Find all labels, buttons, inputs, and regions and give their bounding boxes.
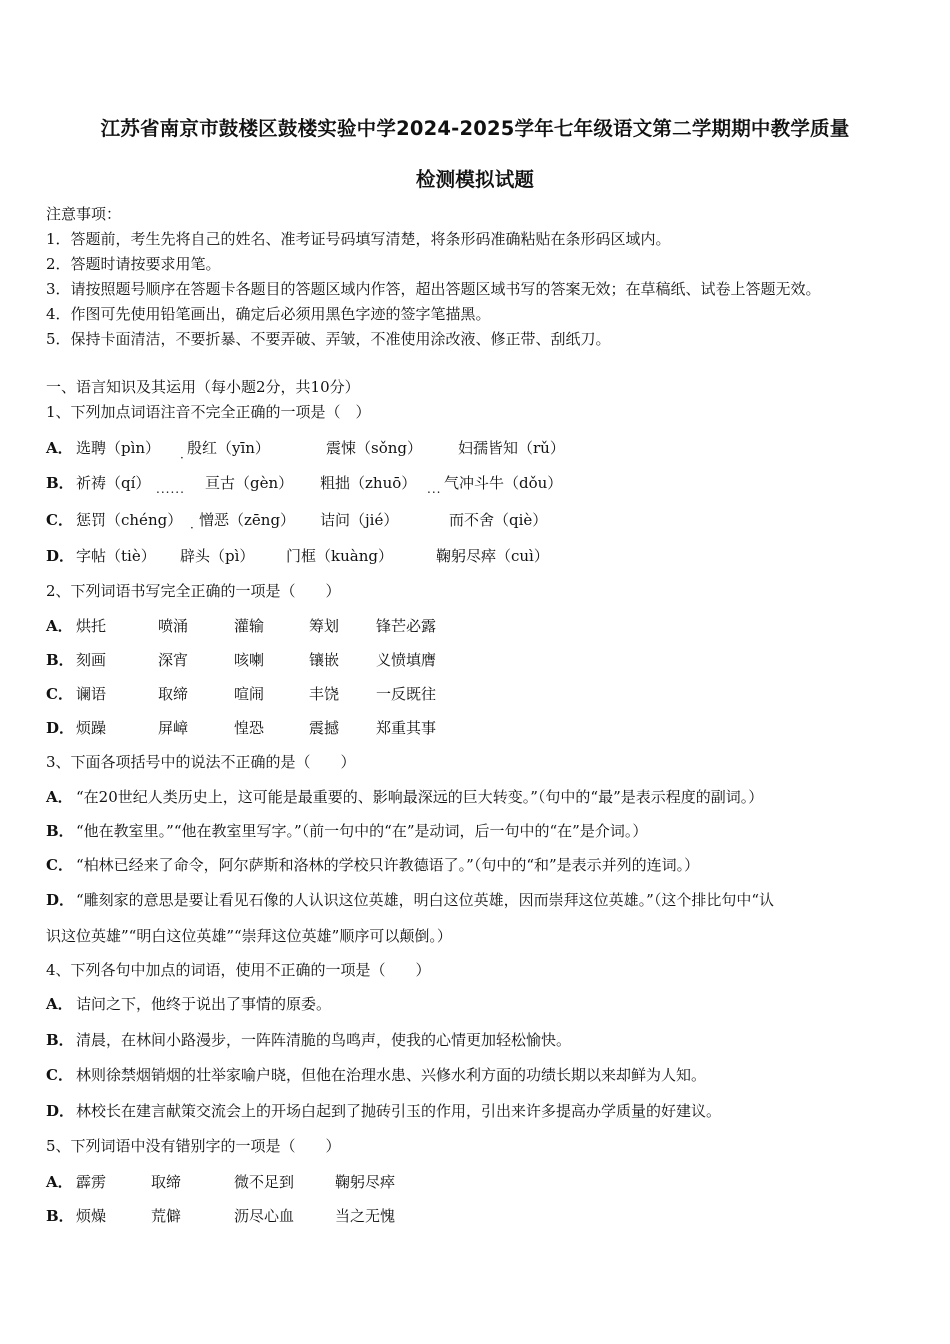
- q1-option-b-label: B．: [46, 474, 74, 492]
- q4-option-c-label: C．: [46, 1066, 73, 1084]
- q1-option-c-item: 惩罚（chéng）: [76, 511, 183, 529]
- q2-option-c-label: C．: [46, 685, 73, 703]
- notice-item: 3．请按照题号顺序在答题卡各题目的答题区域内作答，超出答题区域书写的答案无效；在草稿纸、试卷上答题无效。: [46, 280, 821, 298]
- q2-option-b-item: 镶嵌: [309, 651, 340, 669]
- q1-option-b-item: 气冲斗牛（dǒu）: [444, 474, 563, 492]
- q1-option-d-item: 门框（kuàng）: [286, 547, 393, 565]
- q1-option-c-label: C．: [46, 511, 73, 529]
- notice-item: 2．答题时请按要求用笔。: [46, 255, 221, 273]
- q5-option-a-item: 霹雳: [76, 1173, 107, 1191]
- q1-option-c-item: 憎恶（zēng）: [199, 511, 296, 529]
- exam-title-line2: 检测模拟试题: [415, 168, 535, 191]
- q3-option-d-text: “雕刻家的意思是要让看见石像的人认识这位英雄，明白这位英雄，因而崇拜这位英雄。”（这个排比句中“认: [76, 891, 775, 909]
- q3-option-a-text: “在20世纪人类历史上，这可能是最重要的、影响最深远的巨大转变。”（句中的“最”是表示程度的副词。）: [76, 788, 764, 806]
- q3-option-b-text: “他在教室里。”“他在教室里写字。”（前一句中的“在”是动词，后一句中的“在”是介词。）: [76, 822, 648, 840]
- q4-option-d-label: D．: [46, 1102, 75, 1120]
- q1-option-a-item: 选聘（pìn）: [76, 439, 161, 457]
- q3-option-c-label: C．: [46, 856, 73, 874]
- q1-option-d-item: 辟头（pì）: [180, 547, 255, 565]
- emphasis-dot-mark: ·: [190, 521, 195, 535]
- q1-option-d-label: D．: [46, 547, 75, 565]
- question-1-stem: 1、下列加点词语注音不完全正确的一项是（ ）: [46, 403, 371, 421]
- q1-option-a-item: 震悚（sǒng）: [326, 439, 422, 457]
- emphasis-dot-mark: ·: [180, 451, 185, 465]
- q2-option-c-item: 一反既往: [376, 685, 437, 703]
- notice-item: 1．答题前，考生先将自己的姓名、准考证号码填写清楚，将条形码准确粘贴在条形码区域内。: [46, 230, 671, 248]
- q1-option-d-item: 鞠躬尽瘁（cuì）: [436, 547, 549, 565]
- notice-item: 4．作图可先使用铅笔画出，确定后必须用黑色字迹的签字笔描黑。: [46, 305, 491, 323]
- q2-option-c-item: 丰饶: [309, 685, 340, 703]
- q2-option-a-label: A．: [46, 617, 73, 635]
- question-2-stem: 2、下列词语书写完全正确的一项是（ ）: [46, 582, 341, 600]
- q2-option-c-item: 谰语: [76, 685, 107, 703]
- q4-option-c-text: 林则徐禁烟销烟的壮举家喻户晓，但他在治理水患、兴修水利方面的功绩长期以来却鲜为人知。: [76, 1066, 707, 1084]
- q2-option-a-item: 喷涌: [158, 617, 189, 635]
- q5-option-b-item: 当之无愧: [335, 1207, 396, 1225]
- q2-option-d-item: 郑重其事: [376, 719, 437, 737]
- q5-option-b-item: 烦燥: [76, 1207, 107, 1225]
- emphasis-dot-mark: ......: [156, 482, 185, 496]
- q2-option-d-item: 烦躁: [76, 719, 107, 737]
- q3-option-c-text: “柏林已经来了命令，阿尔萨斯和洛林的学校只许教德语了。”（句中的“和”是表示并列的连词。）: [76, 856, 700, 874]
- q5-option-b-label: B．: [46, 1207, 74, 1225]
- q1-option-a-label: A．: [46, 439, 73, 457]
- q2-option-b-item: 义愤填膺: [376, 651, 437, 669]
- exam-title-line1: 江苏省南京市鼓楼区鼓楼实验中学2024-2025学年七年级语文第二学期期中教学质量: [100, 117, 850, 140]
- q2-option-a-item: 灌输: [234, 617, 265, 635]
- q5-option-a-item: 微不足到: [234, 1173, 295, 1191]
- q1-option-b-item: 粗拙（zhuō）: [320, 474, 417, 492]
- q2-option-d-label: D．: [46, 719, 75, 737]
- q1-option-b-item: 亘古（gèn）: [205, 474, 294, 492]
- q2-option-d-item: 震撼: [309, 719, 340, 737]
- question-5-stem: 5、下列词语中没有错别字的一项是（ ）: [46, 1137, 341, 1155]
- q1-option-b-item: 祈祷（qí）: [76, 474, 151, 492]
- q2-option-a-item: 烘托: [76, 617, 107, 635]
- q2-option-c-item: 取缔: [158, 685, 189, 703]
- q5-option-a-item: 取缔: [151, 1173, 182, 1191]
- q4-option-d-text: 林校长在建言献策交流会上的开场白起到了抛砖引玉的作用，引出来许多提高办学质量的好建议。: [76, 1102, 722, 1120]
- q4-option-b-text: 清晨，在林间小路漫步，一阵阵清脆的鸟鸣声，使我的心情更加轻松愉快。: [76, 1031, 572, 1049]
- q2-option-c-item: 喧闹: [234, 685, 265, 703]
- section-heading: 一、语言知识及其运用（每小题2分，共10分）: [46, 378, 360, 396]
- notice-item: 5．保持卡面清洁，不要折暴、不要弄破、弄皱，不准使用涂改液、修正带、刮纸刀。: [46, 330, 611, 348]
- q1-option-d-item: 字帖（tiè）: [76, 547, 156, 565]
- q3-option-b-label: B．: [46, 822, 74, 840]
- q2-option-b-item: 咳喇: [234, 651, 265, 669]
- q4-option-b-label: B．: [46, 1031, 74, 1049]
- q2-option-d-item: 惶恐: [234, 719, 265, 737]
- q4-option-a-text: 诘问之下，他终于说出了事情的原委。: [76, 995, 332, 1013]
- emphasis-dot-mark: ...: [427, 482, 442, 496]
- q5-option-b-item: 沥尽心血: [234, 1207, 295, 1225]
- notice-heading: 注意事项：: [46, 205, 122, 223]
- q1-option-a-item: 殷红（yīn）: [187, 439, 270, 457]
- q2-option-b-label: B．: [46, 651, 74, 669]
- q2-option-b-item: 刻画: [76, 651, 107, 669]
- q5-option-a-label: A．: [46, 1173, 73, 1191]
- q2-option-d-item: 屏嶂: [158, 719, 189, 737]
- q5-option-b-item: 荒僻: [151, 1207, 182, 1225]
- q4-option-a-label: A．: [46, 995, 73, 1013]
- q2-option-b-item: 深宵: [158, 651, 189, 669]
- q3-option-d-text-cont: 识这位英雄”“明白这位英雄”“崇拜这位英雄”顺序可以颠倒。）: [46, 927, 452, 945]
- question-4-stem: 4、下列各句中加点的词语，使用不正确的一项是（ ）: [46, 961, 431, 979]
- q5-option-a-item: 鞠躬尽瘁: [335, 1173, 396, 1191]
- q2-option-a-item: 锋芒必露: [376, 617, 437, 635]
- question-3-stem: 3、下面各项括号中的说法不正确的是（ ）: [46, 753, 356, 771]
- q3-option-a-label: A．: [46, 788, 73, 806]
- q1-option-c-item: 而不舍（qiè）: [449, 511, 548, 529]
- q3-option-d-label: D．: [46, 891, 75, 909]
- q1-option-a-item: 妇孺皆知（rǔ）: [458, 439, 565, 457]
- q2-option-a-item: 筹划: [309, 617, 340, 635]
- q1-option-c-item: 诘问（jié）: [320, 511, 399, 529]
